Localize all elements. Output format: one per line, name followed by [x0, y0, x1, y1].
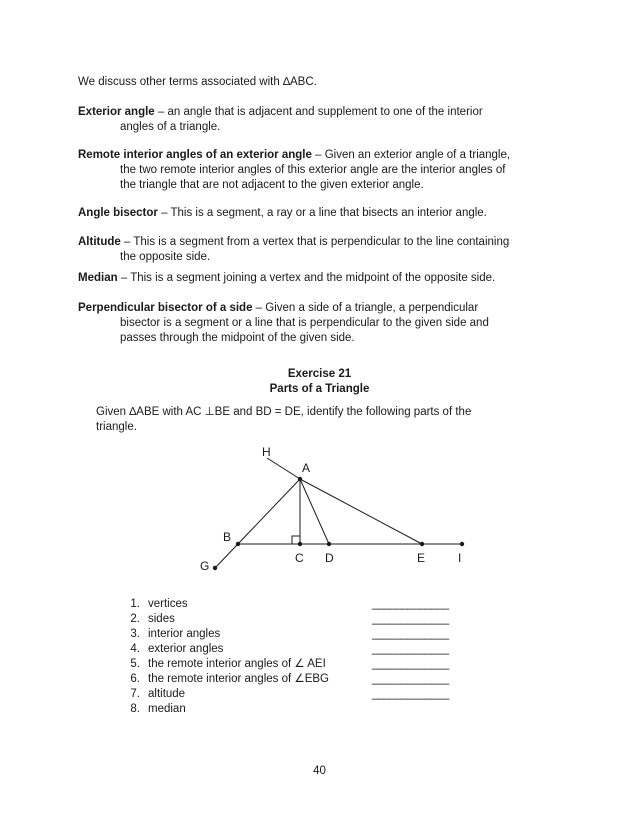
exercise-item [118, 672, 449, 687]
point-B [236, 542, 240, 546]
label-A: A [302, 461, 311, 475]
answer-blank[interactable]: _____________ [372, 643, 449, 655]
definition-first-line [78, 105, 548, 120]
definition-6 [78, 301, 548, 346]
answer-blank[interactable]: _____________ [372, 613, 449, 625]
exercise-item [118, 612, 449, 627]
definition-continuation: the opposite side. [120, 251, 211, 263]
definition-term: Angle bisector [78, 207, 158, 219]
exercise-given [96, 405, 516, 435]
intro-text: We discuss other terms associated with ∆ABC. [78, 76, 317, 88]
item-text: sides [148, 613, 175, 625]
definition-4 [78, 235, 548, 265]
item-text: vertices [148, 598, 188, 610]
item-number: 6. [130, 673, 140, 685]
item-number: 2. [130, 613, 140, 625]
exercise-title: Exercise 21 [287, 368, 352, 380]
definition-1 [78, 105, 548, 135]
segment-A-E [300, 479, 422, 544]
exercise-item [118, 627, 449, 642]
answer-blank[interactable]: _____________ [372, 658, 449, 670]
definition-5 [78, 271, 548, 286]
point-E [420, 542, 424, 546]
definition-term: Median [78, 272, 118, 284]
point-D [327, 542, 331, 546]
item-text: exterior angles [148, 643, 224, 655]
label-H: H [262, 445, 271, 459]
definition-first-line [78, 301, 548, 316]
definition-first-line [78, 235, 548, 250]
item-text: the remote interior angles of ∠ AEI [148, 658, 326, 670]
exercise-item [118, 687, 449, 702]
definition-text: – This is a segment from a vertex that is perpendicular to the line containing [120, 236, 510, 248]
definition-term: Altitude [78, 236, 121, 248]
point-C [298, 542, 302, 546]
definition-continuation: the triangle that are not adjacent to the given exterior angle. [120, 179, 424, 191]
given-line-1: Given ∆ABE with AC ⊥BE and BD = DE, identify the following parts of the [96, 406, 472, 418]
definition-term: Exterior angle [78, 106, 155, 118]
exercise-item [118, 657, 449, 672]
segment-A-D [300, 479, 329, 544]
definition-term: Perpendicular bisector of a side [78, 302, 253, 314]
label-C: C [295, 551, 304, 565]
definition-text: – an angle that is adjacent and supplement to one of the interior [154, 106, 483, 118]
answer-blank[interactable]: _____________ [372, 673, 449, 685]
label-G: G [200, 559, 210, 573]
given-line-2: triangle. [96, 421, 137, 433]
page-number: 40 [313, 765, 326, 777]
definition-text: – This is a segment, a ray or a line that bisects an interior angle. [157, 207, 487, 219]
answer-blank[interactable]: _____________ [372, 628, 449, 640]
item-text: the remote interior angles of ∠EBG [148, 673, 329, 685]
answer-blank[interactable]: _____________ [372, 688, 449, 700]
definition-first-line [78, 148, 548, 163]
segment-G-A [215, 479, 300, 568]
label-I: I [458, 551, 462, 565]
exercise-item [118, 597, 449, 612]
segment-H-A [267, 458, 300, 479]
exercise-item [118, 702, 329, 717]
triangle-figure [0, 440, 639, 580]
definition-continuation: angles of a triangle. [120, 121, 221, 133]
item-number: 8. [130, 703, 140, 715]
exercise-item [118, 642, 449, 657]
exercise-subtitle: Parts of a Triangle [269, 383, 370, 395]
definition-text: – Given an exterior angle of a triangle, [311, 149, 511, 161]
definition-3 [78, 206, 548, 221]
definition-term: Remote interior angles of an exterior angle [78, 149, 312, 161]
label-E: E [417, 551, 426, 565]
definition-first-line [78, 271, 548, 286]
answer-blank[interactable]: _____________ [372, 598, 449, 610]
item-number: 1. [130, 598, 140, 610]
item-number: 5. [130, 658, 140, 670]
definition-continuation: bisector is a segment or a line that is perpendicular to the given side and [120, 317, 489, 329]
definition-continuation: passes through the midpoint of the given side. [120, 332, 355, 344]
item-text: interior angles [148, 628, 221, 640]
point-G [213, 566, 217, 570]
definition-first-line [78, 206, 548, 221]
label-D: D [325, 551, 334, 565]
item-text: altitude [148, 688, 186, 700]
exercise-items [118, 597, 449, 717]
definition-2 [78, 148, 548, 193]
definition-text: – This is a segment joining a vertex and the midpoint of the opposite side. [117, 272, 496, 284]
definition-text: – Given a side of a triangle, a perpendicular [252, 302, 479, 314]
item-number: 7. [130, 688, 140, 700]
point-I [460, 542, 464, 546]
item-text: median [148, 703, 186, 715]
item-number: 3. [130, 628, 140, 640]
point-A [298, 477, 302, 481]
item-number: 4. [130, 643, 140, 655]
label-B: B [223, 530, 232, 544]
definition-continuation: the two remote interior angles of this exterior angle are the interior angles of [120, 164, 506, 176]
